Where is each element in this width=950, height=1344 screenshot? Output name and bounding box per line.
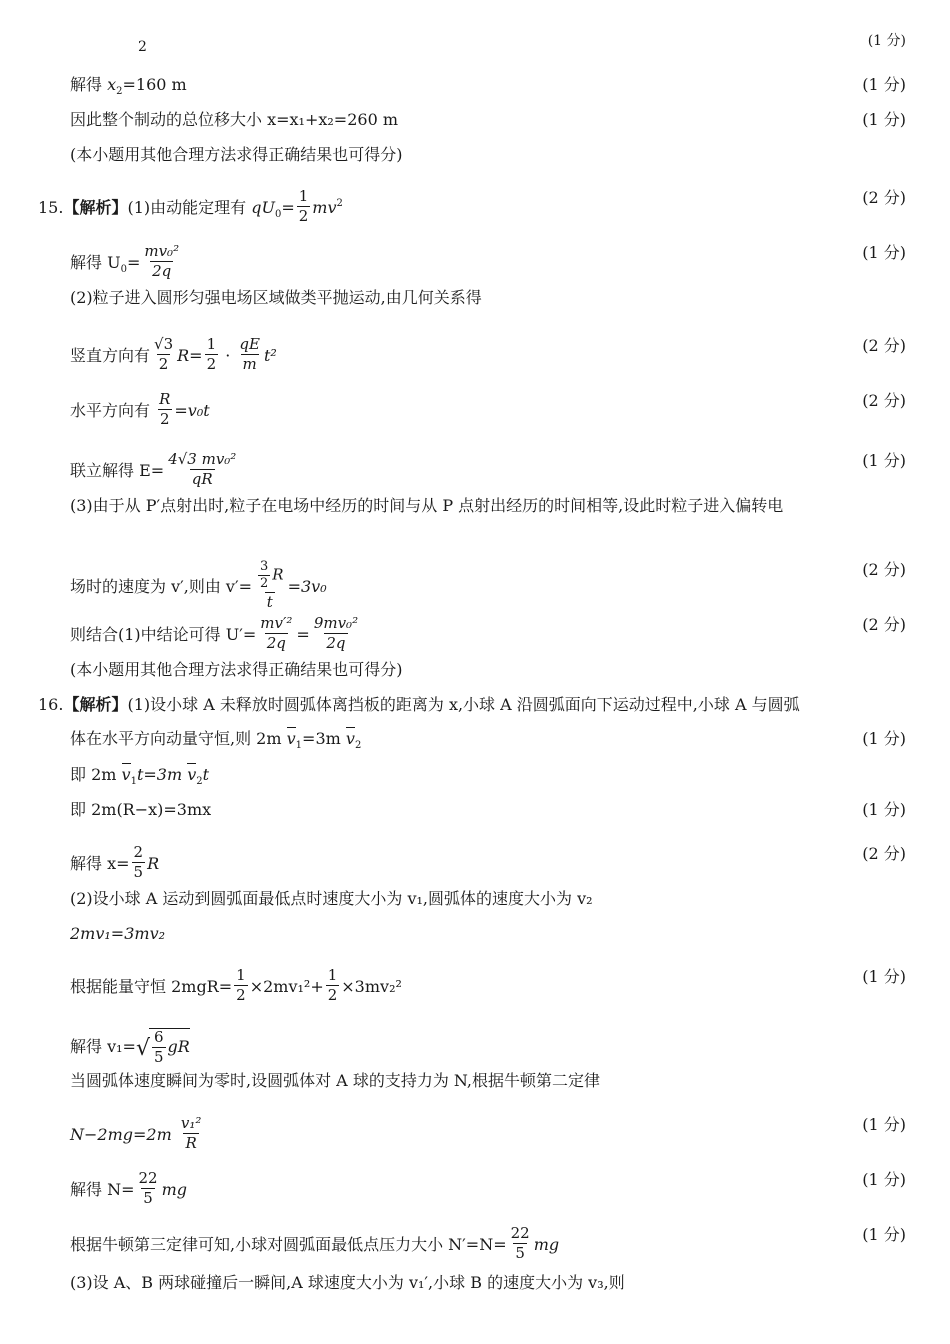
score: (1 分) (862, 1115, 906, 1134)
score: (2 分) (862, 336, 906, 355)
score: (1 分) (862, 75, 906, 94)
score: (1 分) (862, 729, 906, 748)
score: (2 分) (862, 560, 906, 579)
score: (1 分) (862, 1225, 906, 1244)
score: (1 分) (862, 110, 906, 129)
score: (1 分) (862, 1170, 906, 1189)
score: (1 分) (862, 243, 906, 262)
score: (2 分) (862, 188, 906, 207)
score: (2 分) (862, 615, 906, 634)
score: (1 分) (862, 800, 906, 819)
score: (2 分) (862, 844, 906, 863)
document-page: 2 (1 分) 解得 $x_2=160$ m (1 分) 因此整个制动的总位移大小 x=x₁+x₂=260 m (1 分) (本小题用其他合理方法求得正确结果也可得分) 15.【解析】(1)由动能定理有 $qU_0=$ $\frac{1}{2}$ $mv^2$ (2 分) 解得 $U_0=$ $\frac{\text{mv₀²}}{2q}$ (1 分) (2)粒子进入圆形匀强电场区域做类平抛运动,由几何关系得 竖直方向有 $\frac{√3}{2}$ R= $\frac{1}{2}$ · $\frac{qE}{m}$ t² (2 分) 水平方向有 $\frac{R}{2}$ =v₀t (2 分) 联立解得 E= $\frac{\text{4√3 mv₀²}}{qR}$ (1 分) (3)由于从 P′点射出时,粒子在电场中经历的时间与从 P 点射出经历的时间相等,设此时粒子进入偏转电 场时的速度为 v′,则由 v′= $\frac{3}{2}$ R t =3v₀ (2 分) 则结合(1)中结论可得 U′= $\frac{\text{mv′²}}{2q}$ = $\frac{\text{9mv₀²}}{2q}$ (2 分) (本小题用其他合理方法求得正确结果也可得分) 16.【解析】(1)设小球 A 未释放时圆弧体离挡板的距离为 x,小球 A 沿圆弧面向下运动过程中,小球 A 与圆弧 体在水平方向动量守恒,则 2m $v_1=3m$ $v_2$ (1 分) 即 2m $v_1t=3m$ $v_2t$ 即 2m(R−x)=3mx (1 分) 解得 x= $\frac{2}{5}$ R (2 分) (2)设小球 A 运动到圆弧面最低点时速度大小为 v₁,圆弧体的速度大小为 v₂ 2mv₁=3mv₂ 根据能量守恒 2mgR= $\frac{1}{2}$ ×2mv₁²+ $\frac{1}{2}$ ×3mv₂² (1 分) 解得 v₁=√ $\frac{6}{5}$ gR 当圆弧体速度瞬间为零时,设圆弧体对 A 球的支持力为 N,根据牛顿第二定律 N−2mg=2m $\frac{\text{v₁²}}{R}$ (1 分) 解得 N= $\frac{22}{5}$ mg (1 分) 根据牛顿第三定律可知,小球对圆弧面最低点压力大小 N′=N= $\frac{22}{5}$ mg (1 分) (3)设 A、B 两球碰撞后一瞬间,A 球速度大小为 v₁′,小球 B 的速度大小为 v₃,则 (38, 33, 906, 1292)
score: (1 分) (862, 451, 906, 470)
score: (2 分) (862, 391, 906, 410)
q16-part3-cut: (3)设 A、B 两球碰撞后一瞬间,A 球速度大小为 v₁′,小球 B 的速度大小为 v₃,则 (70, 1273, 625, 1292)
score: (1 分) (862, 967, 906, 986)
